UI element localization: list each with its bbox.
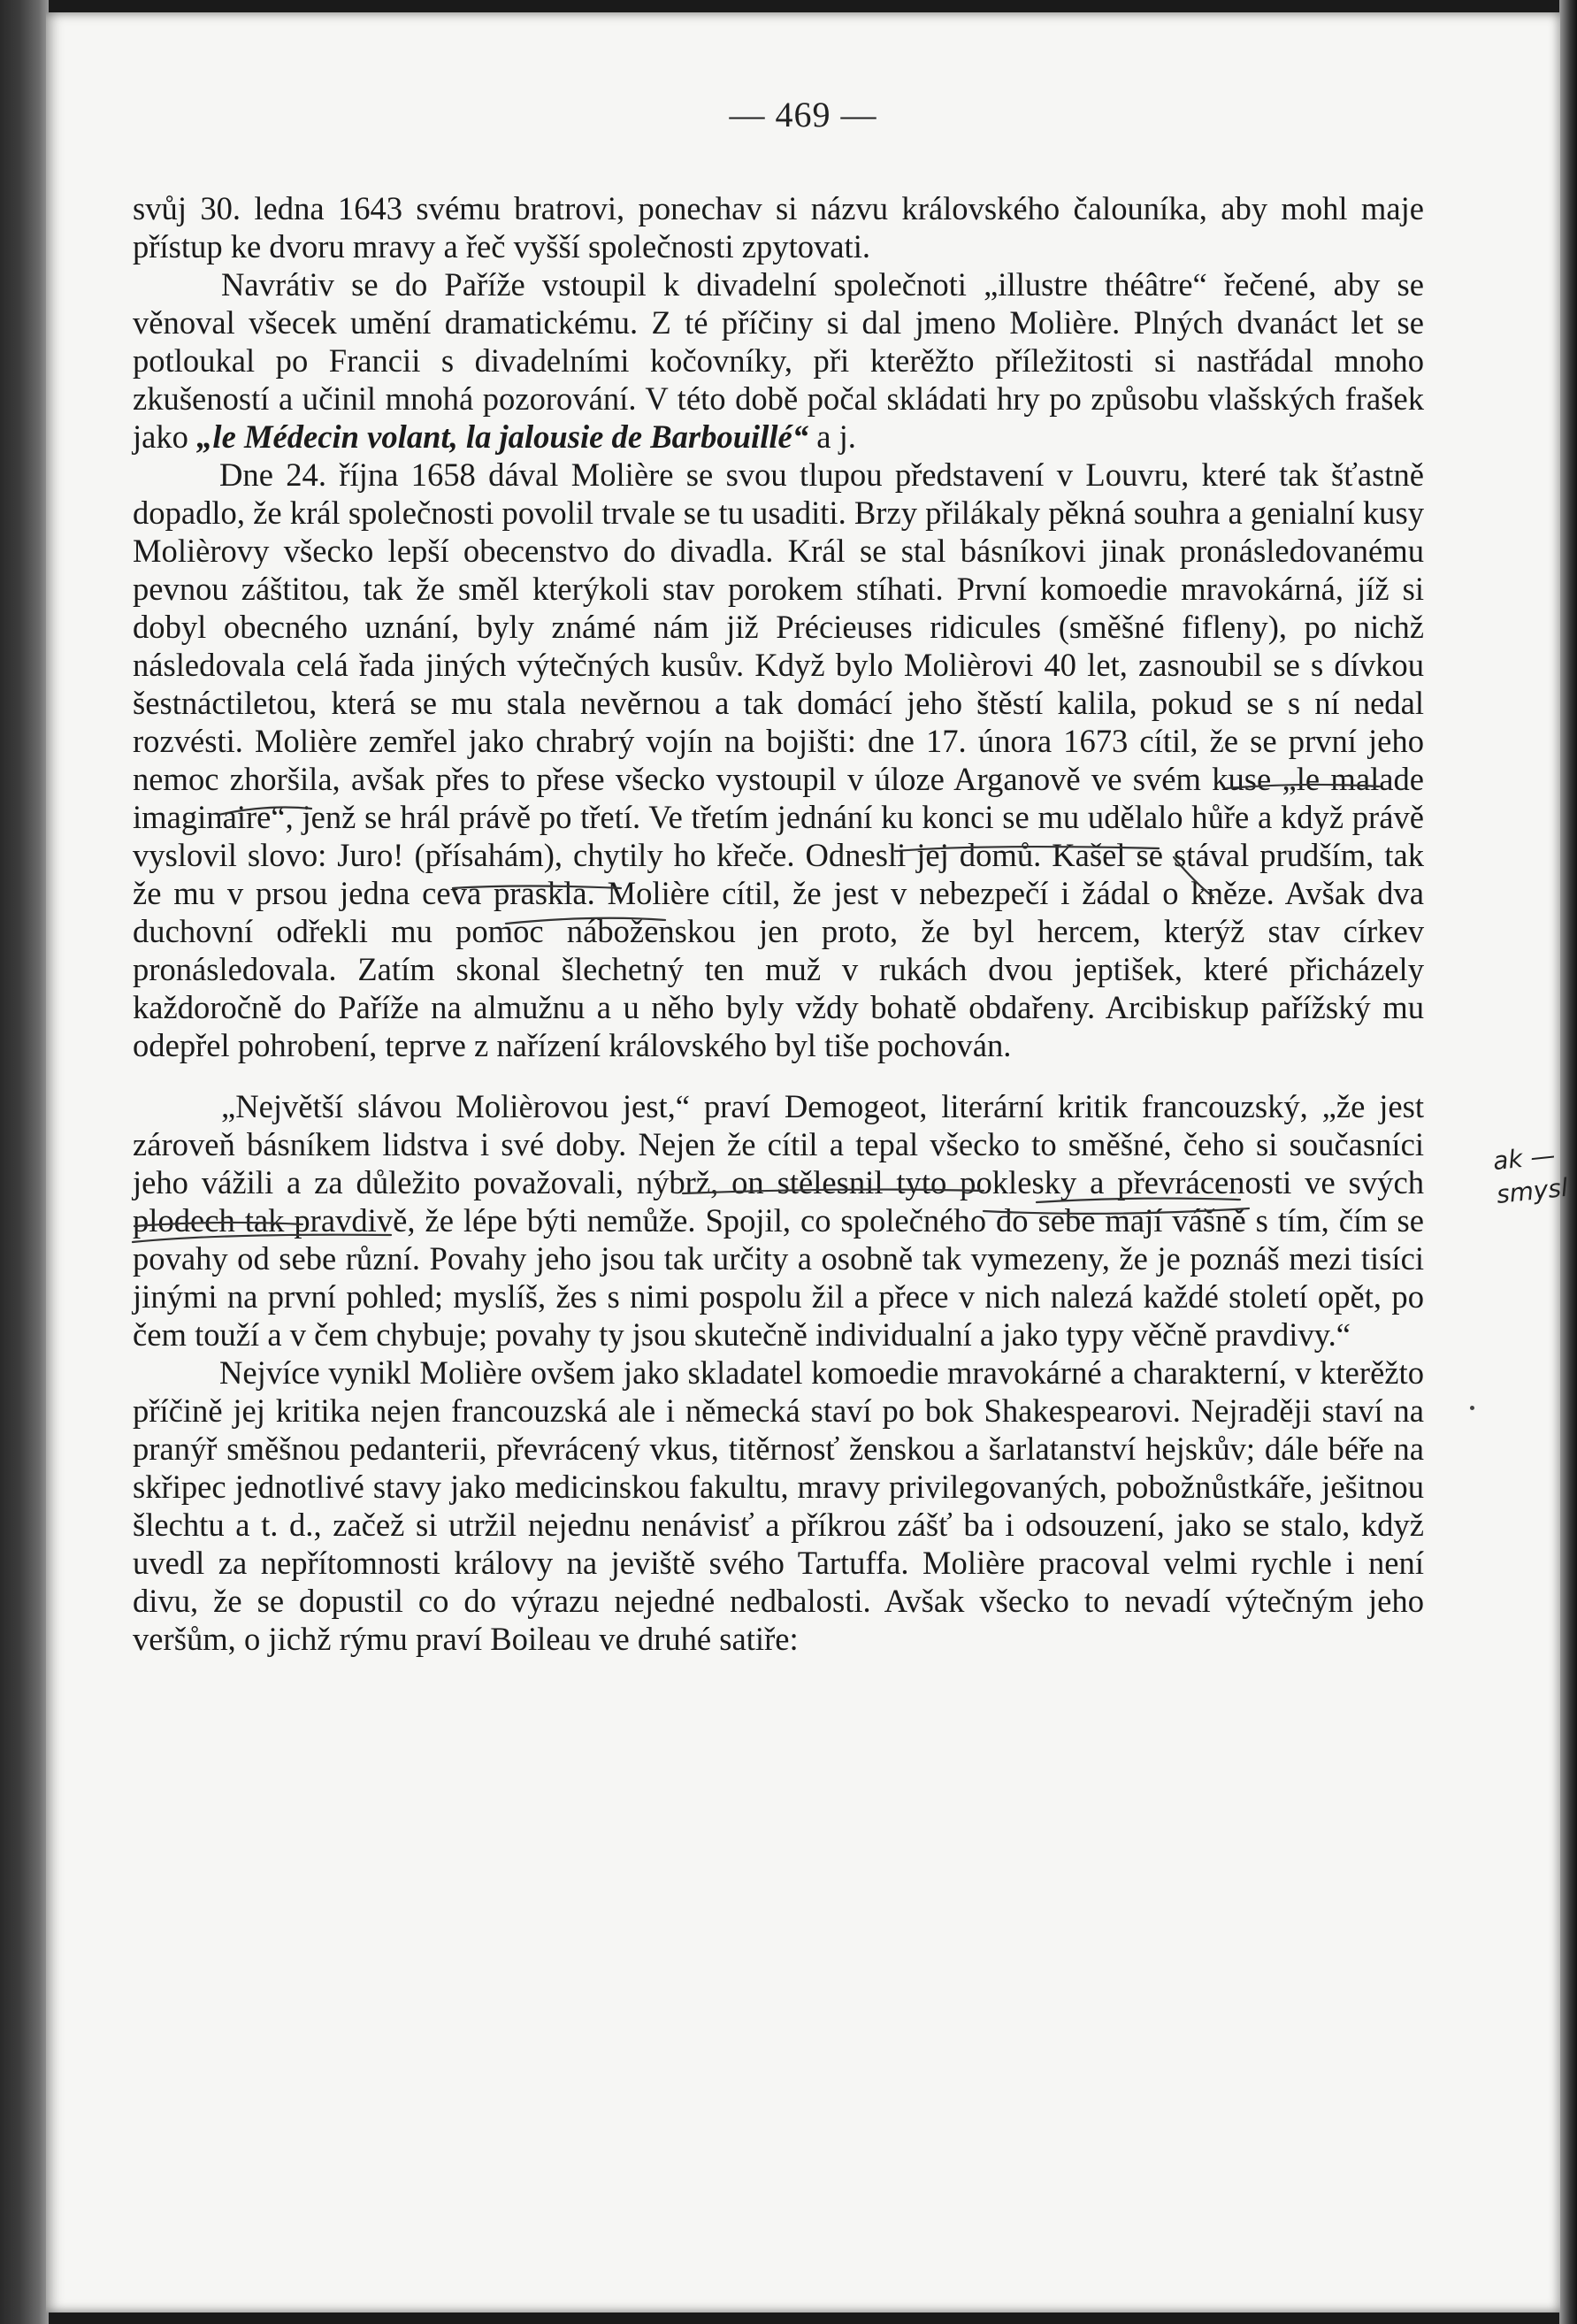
paragraph-5: Nejvíce vynikl Molière ovšem jako skladatel komoedie mravokárné a charakterní, v kterěžto příčině jej kritika nejen francouzská ale i německá staví po bok Shakespearovi. Nejraději staví na pranýř směšnou pedanterii, převrácený vkus, titěrnosť ženskou a šarlatanství hejskův; dále béře na skřipec jednotlivé stavy jako medicinskou fakultu, mravy privilegovaných, pobožnůstkáře, ješitnou šlechtu a t. d., začež si utržil nejednu nenávisť a příkrou zášť ba i odsouzení, jako se stalo, když uvedl za nepřítomnosti královy na jeviště svého Tartuffa. Molière pracoval velmi rychle i není divu, že se dopustil co do výrazu nejedné nedbalosti. Avšak všecko to nevadí výtečným jeho veršům, o jichž rýmu praví Boileau ve druhé satiře: — [133, 1354, 1424, 1657]
page-number: — 469 — — [729, 95, 877, 134]
paragraph-4: „Největší slávou Molièrovou jest,“ praví Demogeot, literární kritik francouzský, „že jest zároveň básníkem lidstva i své doby. Nejen že cítil a tepal všecko to směšné, čeho si současníci jeho vážili a za důležito považovali, nýbrž, on stělesnil tyto poklesky a převrácenosti ve svých plodech tak pravdivě, že lépe býti nemůže. Spojil, co společného do sebe mají vášně s tím, čím se povahy od sebe různí. Povahy jeho jsou tak určity a osobně tak vymezeny, že je poznáš mezi tisíci jinými na první pohled; myslíš, žes s nimi pospolu žil a přece v nich nalezá každé století opět, po čem touží a v čem chybuje; povahy ty jsou skutečně individualní a jako typy věčně pravdivy.“ — [133, 1088, 1424, 1353]
margin-annotation: ak — smysl — [1491, 1140, 1570, 1209]
paragraph-2-text: Navrátiv se do Paříže vstoupil k divadelní společnoti „illustre théâtre“ řečené, aby se věnoval všecek umění dramatickému. Z té příčiny si dal jmeno Molière. Plných dvanáct let se potloukal po Francii s divadelními kočovníky, při kterěžto příležitosti si nastřádal mnoho zkušeností a učinil mnohá pozorování. V této době počal skládati hry po způsobu vlašských frašek jako — [133, 266, 1424, 455]
paragraph-3: Dne 24. října 1658 dával Molière se svou tlupou představení v Louvru, které tak šťastně dopadlo, že král společnosti povolil trvale se tu usaditi. Brzy přilákaly pěkná souhra a genialní kusy Molièrovy všecko lepší obecenstvo do divadla. Král se stal básníkovi jinak pronásledovanému pevnou záštitou, tak že směl kterýkoli stav porokem stíhati. První komoedie mravokárná, jíž si dobyl obecného uznání, byly známé nám již Précieuses ridicules (směšné fifleny), po nichž následovala celá řada jiných výtečných kusův. Když bylo Molièrovi 40 let, zasnoubil se s dívkou šestnáctiletou, která se mu stala nevěrnou a tak domácí jeho štěstí kalila, pokud se s ní nedal rozvésti. Molière zemřel jako chrabrý vojín na bojišti: dne 17. února 1673 cítil, že se první jeho nemoc zhoršila, avšak přes to přese všecko vystoupil v úloze Arganově ve svém kuse „le malade imaginaire“, jenž se hrál právě po třetí. Ve třetím jednání ku konci se mu udělalo hůře a když právě vyslovil slovo: Juro! (přísahám), chytily ho křeče. Odnesli jej domů. Kašel se stával prudším, tak že mu v prsou jedna ceva praskla. Molière cítil, že jest v nebezpečí i žádal o kněze. Avšak dva duchovní odřekli mu pomoc náboženskou jen proto, že byl hercem, kterýž stav církev pronásledovala. Zatím skonal šlechetný ten muž v rukách dvou jeptišek, které přicházely každoročně do Paříže na almužnu a u něho byly vždy bohatě obdařeny. Arcibiskup pařížský mu odepřel pohrobení, teprve z nařízení královského byl tiše pochován. — [133, 456, 1424, 1063]
scan-edge-left — [0, 0, 49, 2324]
paragraph-2-tail: a j. — [816, 418, 856, 455]
margin-dot — [1470, 1406, 1474, 1410]
paragraph-2 — [133, 265, 1424, 456]
paragraph-1: svůj 30. ledna 1643 svému bratrovi, ponechav si názvu královského čalouníka, aby mohl maje přístup ke dvoru mravy a řeč vyšší společnosti zpytovati. — [133, 190, 1424, 265]
play-titles: „le Médecin volant, la jalousie de Barbouillé“ — [196, 418, 809, 455]
book-page — [46, 12, 1570, 2312]
body-text — [133, 189, 1424, 1658]
